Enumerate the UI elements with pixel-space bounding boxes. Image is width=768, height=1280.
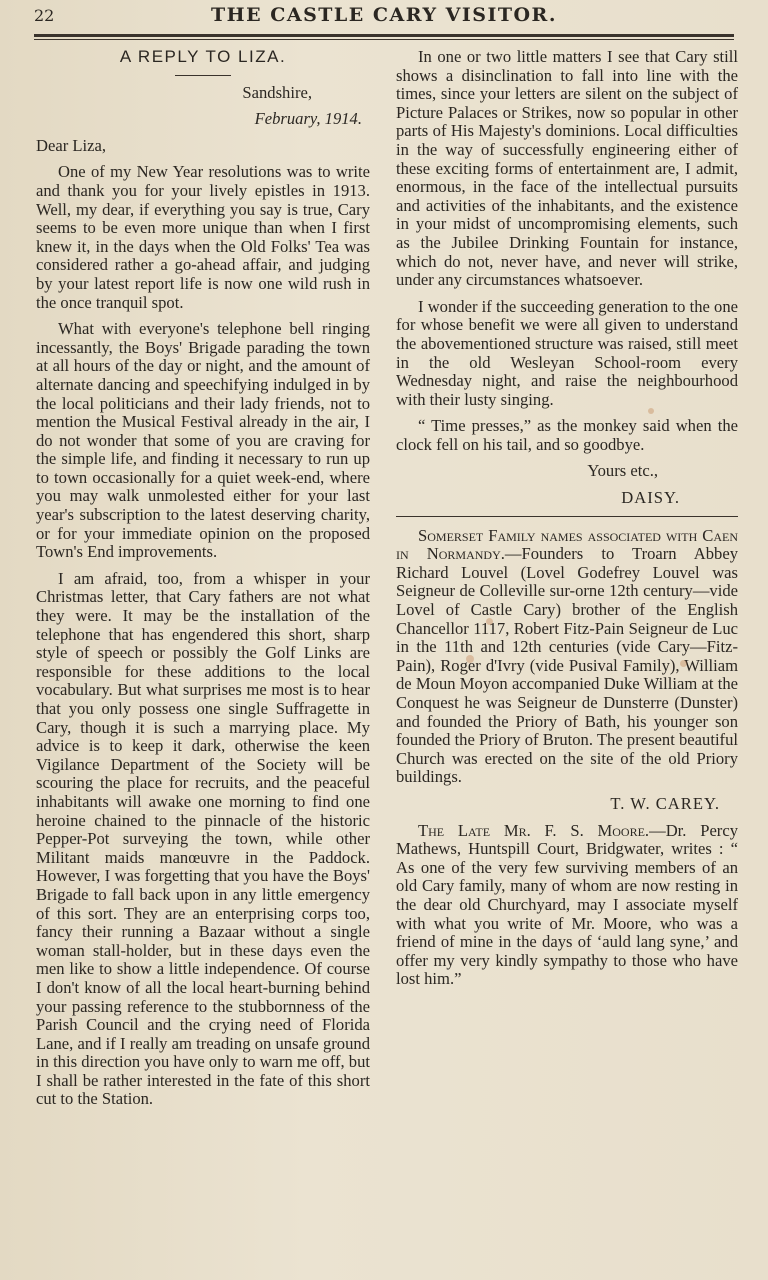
family-names-paragraph [396,527,738,787]
page-header [34,4,734,30]
header-double-rule [34,34,734,40]
page-number: 22 [34,6,55,25]
letter-closing: Yours etc., [587,461,658,481]
foxing-spot [486,618,493,625]
moore-body: —Dr. Percy Mathews, Huntspill Court, Bridgwater, writes : “ As one of the very few surviving members of an old Cary family, many of whom are now resting in the dear old Churchyard, may I associate myself with what you write of Mr. Moore, who was a friend of mine in the days of ‘auld lang syne,’ and offer my very kindly sympathy to those who have lost him.” [396,820,738,989]
right-column [396,48,738,997]
letter-paragraph: “ Time presses,” as the monkey said when the clock fell on his tail, and so goodbye. [396,416,738,454]
moore-heading: The Late Mr. F. S. Moore. [418,820,650,840]
foxing-spot [648,408,654,414]
letter-paragraph: I am afraid, too, from a whisper in your Christmas letter, that Cary fathers are not what they were. It may be the installation of the telephone that has engendered this short, sharp style of speech or possibly the Golf Links are responsible for these additions to the local vocabulary. But what surprises me most is to hear that you only possess one single Suffragette in Cary, though it is such a marrying place. My advice is to keep it dark, otherwise the keen Vigilance Department of the Society will be scouring the place for recruits, and the peaceful inhabitants will awake one morning to find one heroine chained to the pinnacle of the historic Pepper-Pot surveying the town, while other Militant maids manœuvre in the Paddock. However, I was forgetting that you have the Boys' Brigade to fall back upon in any little emergency of this sort. They are an enterprising corps too, fancy their running a Bazaar without a single woman stall-holder, but in these days even the men like to show a little independence. Of course I don't know of all the local heart-burning behind your passing reference to the stubbornness of the Parish Council and the crying need of Florida Lane, and if I really am treading on unsafe ground in this direction you have only to warn me off, but I shall be rather interested in the fate of this short cut to the Station. [36,568,370,1109]
family-names-body: —Founders to Troarn Abbey Richard Louvel (Lovel Godefrey Louvel was Seigneur de Colleville sur-orne 12th century—vide Lovel of Castle Cary) brother of the English Chancellor 1117, Robert Fitz-Pain Seigneur de Luc in the 11th and 12th centuries (vide Cary—Fitz-Pain), Roger d'Ivry (vide Pusival Family), William de Moun Moyon accompanied Duke William at the Conquest he was Seigneur de Dunsterre (Dunster) and founded the Priory of Bath, his younger son founded the Priory of Bruton. The present beautiful Church was erected on the site of the old Priory buildings. [396,544,738,787]
article-title: A REPLY TO LIZA. [119,47,287,66]
letter-paragraph: I wonder if the succeeding generation to the one for whose benefit we were all given to understand the abovementioned structure was raised, still meet in the old Wesleyan School-room every Wednesday night, and raise the neighbourhood with their lusty singing. [396,296,738,409]
dateline-date: February, 1914. [254,109,362,129]
letter-paragraph: What with everyone's telephone bell ringing incessantly, the Boys' Brigade parading the town at all hours of the day or night, and the amount of alternate dancing and speechifying indulged in by the local politicians and their lady friends, not to mention the Musical Festival already in the air, I do not wonder that some of you are craving for the simple life, and finding it necessary to run up to town occasionally for a quiet week-end, where you may walk unmolested either for your last year's subscription to the latest deserving charity, or for your immediate opinion on the proposed Town's End improvements. [36,319,370,562]
title-rule [175,75,231,76]
family-names-signature: T. W. CAREY. [610,793,720,813]
letter-signature: DAISY. [621,488,680,508]
moore-paragraph [396,822,738,989]
dateline-place: Sandshire, [242,82,312,102]
left-column [36,48,370,1117]
foxing-spot [680,660,687,667]
running-title: THE CASTLE CARY VISITOR. [211,4,557,26]
family-names-heading: Somerset Family names associated with Caen in Normandy. [396,525,738,564]
letter-paragraph: In one or two little matters I see that Cary still shows a disinclination to fall into line with the times, since your letters are silent on the subject of Picture Palaces or Strikes, now so popular in other parts of His Majesty's dominions. Local difficulties in the way of successfully engineering either of these exciting forms of entertainment are, I admit, enormous, in the face of the intellectual pursuits and activities of the inhabitants, and the existence in your midst of uncompromising elements, such as the Jubilee Drinking Fountain for instance, which do not, never have, and never will strike, under any circumstances whatsoever. [396,47,738,290]
letter-paragraph: One of my New Year resolutions was to write and thank you for your lively epistles in 1913. Well, my dear, if everything you say is true, Cary seems to be even more unique than when I first knew it, in the days when the Old Folks' Tea was considered rather a go-ahead affair, and judging by your latest report life is now one wild rush in the once tranquil spot. [36,162,370,312]
salutation: Dear Liza, [36,135,107,155]
foxing-spot [466,655,474,663]
section-divider [396,516,738,517]
